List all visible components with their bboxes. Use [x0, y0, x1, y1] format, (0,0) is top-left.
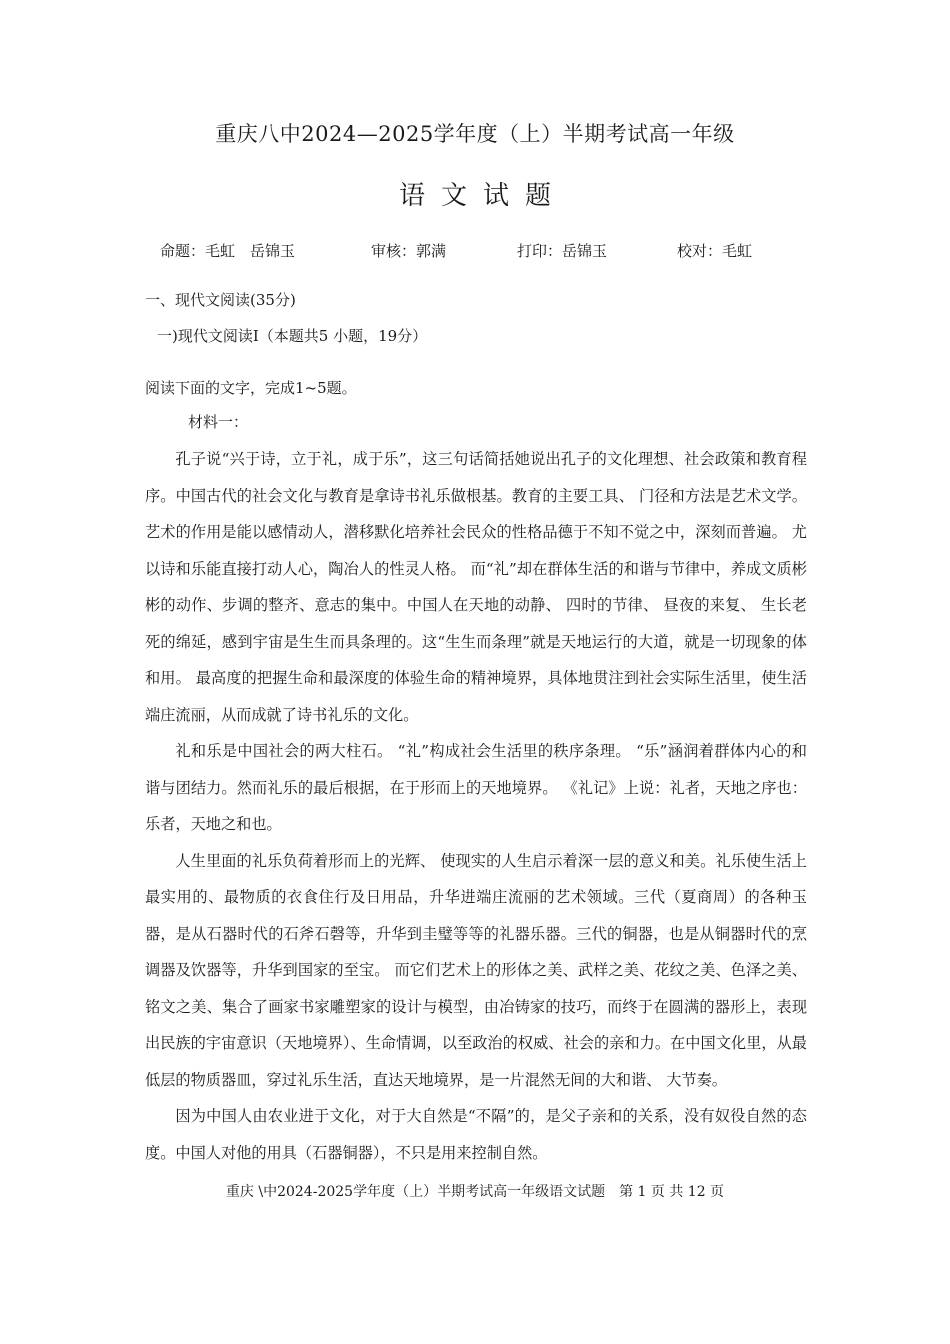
paragraph: 因为中国人由农业进于文化，对于大自然是“不隔”的，是父子亲和的关系，没有奴役自然的态度。中国人对他的用具（石器铜器），不只是用来控制自然。	[145, 1107, 807, 1162]
subsection-heading: 一)现代文阅读Ⅰ（本题共5 小题，19分）	[157, 327, 428, 345]
paragraph: 礼和乐是中国社会的两大柱石。 “礼”构成社会生活里的秩序条理。 “乐”涵润着群体内心的和谐与团结力。然而礼乐的最后根据，在于形而上的天地境界。 《礼记》上说：礼者，天地之序也：乐者，天地之和也。	[145, 742, 807, 833]
exam-subtitle: 语文试题	[398, 181, 567, 211]
material-label: 材料一：	[188, 413, 249, 431]
instruction-text: 阅读下面的文字，完成1~5题。	[145, 379, 357, 397]
staff-author: 命题：毛虹 岳锦玉	[160, 242, 296, 260]
exam-title: 重庆八中2024—2025学年度（上）半期考试高一年级	[215, 122, 735, 146]
page-footer: 重庆 \中2024-2025学年度（上）半期考试高一年级语文试题 第 1 页 共 12 页	[225, 1184, 725, 1200]
staff-proofreader: 校对：毛虹	[677, 242, 753, 260]
staff-reviewer: 审核：郭满	[371, 242, 447, 260]
section-heading: 一、现代文阅读(35分)	[145, 291, 296, 309]
staff-printer: 打印：岳锦玉	[517, 242, 608, 260]
paragraph: 人生里面的礼乐负荷着形而上的光辉、 使现实的人生启示着深一层的意义和美。礼乐使生活上最实用的、最物质的衣食住行及日用品，升华进端庄流丽的艺术领域。三代（夏商周）的各种玉器，是从石器时代的石斧石磬等，升华到圭璧等等的礼器乐器。三代的铜器，也是从铜器时代的烹调器及饮器等，升华到国家的至宝。 而它们艺术上的形体之美、武样之美、花纹之美、色泽之美、铭文之美、集合了画家书家雕塑家的设计与模型，由冶铸家的技巧，而终于在圆满的器形上，表现出民族的宇宙意识（天地境界）、生命情调，以至政治的权威、社会的亲和力。在中国文化里，从最低层的物质器皿，穿过礼乐生活，直达天地境界，是一片混然无间的大和谐、 大节奏。	[145, 851, 807, 1089]
passage	[145, 441, 807, 1171]
paragraph: 孔子说“兴于诗，立于礼，成于乐”，这三句话简括她说出孔子的文化理想、社会政策和教育程序。中国古代的社会文化与教育是拿诗书礼乐做根基。教育的主要工具、 门径和方法是艺术文学。艺术的作用是能以感情动人，潜移默化培养社会民众的性格品德于不知不觉之中，深刻而普遍。 尤以诗和乐能直接打动人心，陶冶人的性灵人格。 而“礼”却在群体生活的和谐与节律中，养成文质彬彬的动作、步调的整齐、意志的集中。中国人在天地的动静、 四时的节律、 昼夜的来复、 生长老死的绵延，感到宇宙是生生而具条理的。这“生生而条理”就是天地运行的大道，就是一切现象的体和用。 最高度的把握生命和最深度的体验生命的精神境界，具体地贯注到社会实际生活里，使生活端庄流丽，从而成就了诗书礼乐的文化。	[145, 450, 807, 724]
